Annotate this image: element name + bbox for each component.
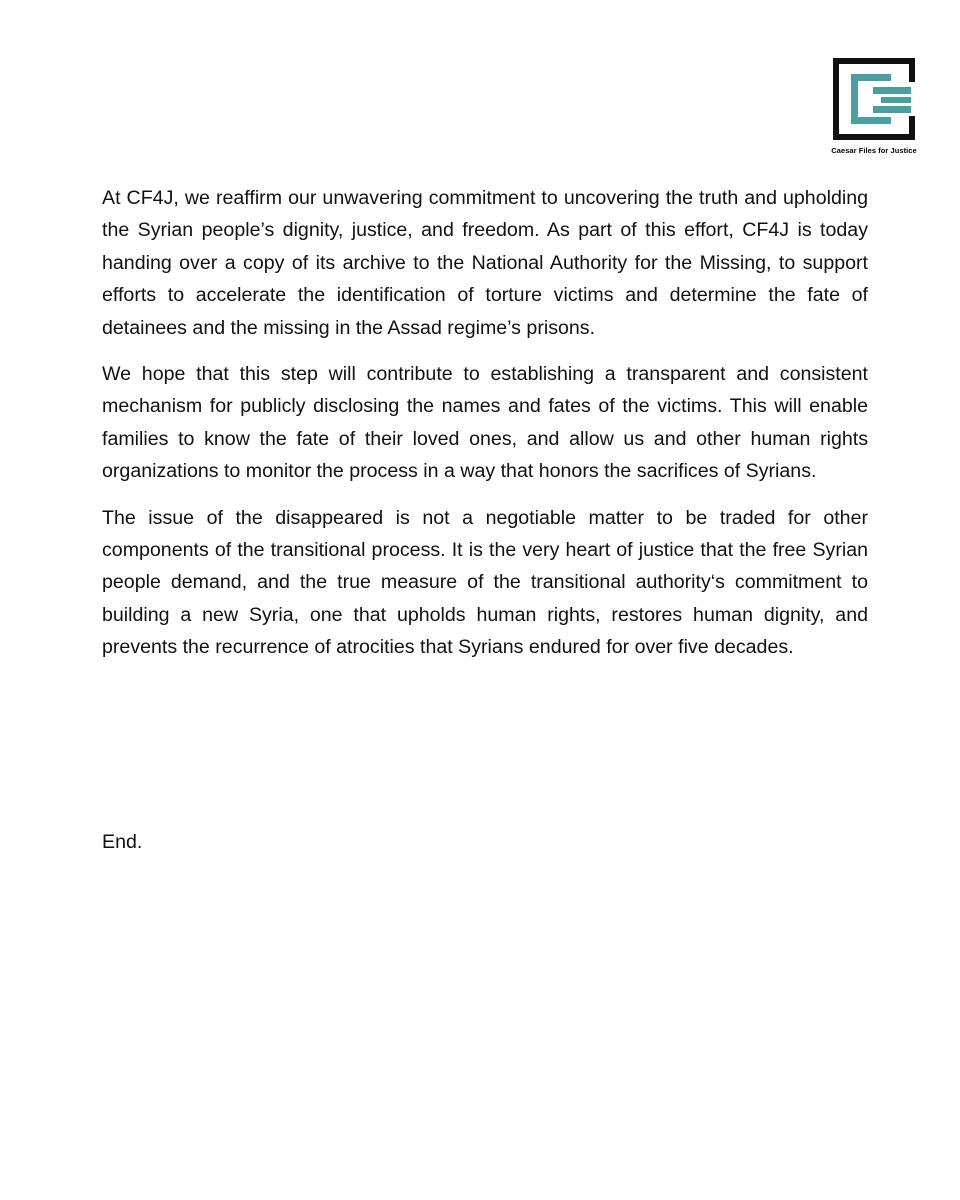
paragraph-3: The issue of the disappeared is not a negotiable matter to be traded for other components of the transitional process. It is the very heart of justice that the free Syrian people demand, and the true measure of the transitional authority‘s commitment to building a new Syria, one that upholds human rights, restores human dignity, and prevents the recurrence of atrocities that Syrians endured for over five decades. xyxy=(102,506,868,659)
paragraph-2: We hope that this step will contribute to establishing a transparent and consistent mechanism for publicly disclosing the names and fates of the victims. This will enable families to know the fate of their loved ones, and allow us and other human rights organizations to monitor the process in a way that honors the sacrifices of Syrians. xyxy=(102,363,868,483)
document-body xyxy=(102,182,868,678)
cf4j-logo xyxy=(826,54,922,158)
closing-text: End. xyxy=(102,831,143,853)
cf4j-logo-mark xyxy=(829,54,919,144)
paragraph-1: At CF4J, we reaffirm our unwavering commitment to uncovering the truth and upholding the Syrian people’s dignity, justice, and freedom. As part of this effort, CF4J is today handing over a copy of its archive to the National Authority for the Missing, to support efforts to accelerate the identification of torture victims and determine the fate of detainees and the missing in the Assad regime’s prisons. xyxy=(102,187,868,339)
logo-caption: Caesar Files for Justice xyxy=(831,146,917,155)
